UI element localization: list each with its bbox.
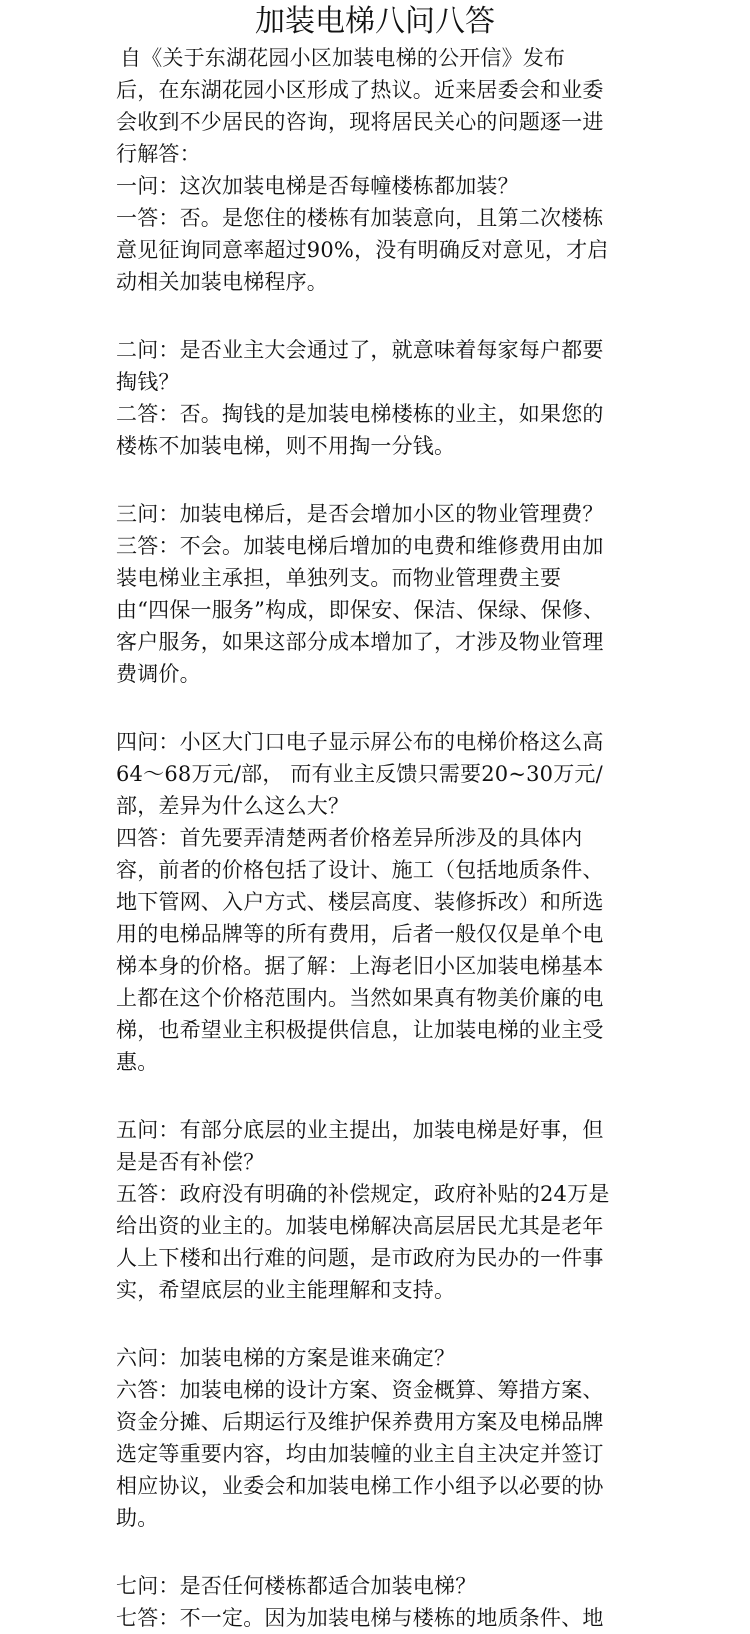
qa-section-2 bbox=[116, 334, 646, 462]
qa-section-3 bbox=[116, 498, 646, 690]
question-line: 七问：是否任何楼栋都适合加装电梯？ bbox=[116, 1574, 477, 1598]
question-line: 四问：小区大门口电子显示屏公布的电梯价格这么高 bbox=[116, 730, 604, 754]
answer-line: 动相关加装电梯程序。 bbox=[116, 270, 328, 294]
section-gap bbox=[116, 1078, 646, 1114]
question-line: 掏钱？ bbox=[116, 370, 180, 394]
question-line: 部，差异为什么这么大？ bbox=[116, 794, 350, 818]
section-gap bbox=[116, 1306, 646, 1342]
question-line: 64～68万元/部， 而有业主反馈只需要20~30万元/ bbox=[116, 762, 603, 786]
question-line: 五问：有部分底层的业主提出，加装电梯是好事，但 bbox=[116, 1118, 604, 1142]
answer-line: 意见征询同意率超过90%，没有明确反对意见，才启 bbox=[116, 238, 609, 262]
document-title: 加装电梯八问八答 bbox=[255, 4, 495, 39]
qa-section-5 bbox=[116, 1114, 646, 1306]
section-gap bbox=[116, 462, 646, 498]
answer-line: 四答：首先要弄清楚两者价格差异所涉及的具体内 bbox=[116, 826, 583, 850]
answer-line: 实，希望底层的业主能理解和支持。 bbox=[116, 1278, 456, 1302]
answer-line: 给出资的业主的。加装电梯解决高层居民尤其是老年 bbox=[116, 1214, 604, 1238]
answer-line: 客户服务，如果这部分成本增加了，才涉及物业管理 bbox=[116, 630, 604, 654]
answer-line: 二答：否。掏钱的是加装电梯楼栋的业主，如果您的 bbox=[116, 402, 604, 426]
question-line: 六问：加装电梯的方案是谁来确定？ bbox=[116, 1346, 456, 1370]
question-line: 三问：加装电梯后，是否会增加小区的物业管理费？ bbox=[116, 502, 604, 526]
answer-line: 地下管网、入户方式、楼层高度、装修拆改）和所选 bbox=[116, 890, 604, 914]
answer-line: 梯本身的价格。据了解：上海老旧小区加装电梯基本 bbox=[116, 954, 604, 978]
answer-line: 选定等重要内容，均由加装幢的业主自主决定并签订 bbox=[116, 1442, 604, 1466]
answer-line: 相应协议，业委会和加装电梯工作小组予以必要的协 bbox=[116, 1474, 604, 1498]
intro-line: 自《关于东湖花园小区加装电梯的公开信》发布 bbox=[120, 46, 566, 70]
answer-line: 助。 bbox=[116, 1506, 159, 1530]
intro-line: 行解答： bbox=[116, 142, 201, 166]
qa-section-6 bbox=[116, 1342, 646, 1534]
qa-section-4 bbox=[116, 726, 646, 1078]
answer-line: 上都在这个价格范围内。当然如果真有物美价廉的电 bbox=[116, 986, 604, 1010]
qa-section-1 bbox=[116, 170, 646, 298]
answer-line: 资金分摊、后期运行及维护保养费用方案及电梯品牌 bbox=[116, 1410, 604, 1434]
answer-line: 容，前者的价格包括了设计、施工（包括地质条件、 bbox=[116, 858, 604, 882]
answer-line: 一答：否。是您住的楼栋有加装意向，且第二次楼栋 bbox=[116, 206, 604, 230]
section-gap bbox=[116, 1534, 646, 1570]
answer-line: 人上下楼和出行难的问题，是市政府为民办的一件事 bbox=[116, 1246, 604, 1270]
question-line: 一问：这次加装电梯是否每幢楼栋都加装？ bbox=[116, 174, 519, 198]
answer-line: 梯，也希望业主积极提供信息，让加装电梯的业主受 bbox=[116, 1018, 604, 1042]
answer-line: 七答：不一定。因为加装电梯与楼栋的地质条件、地 bbox=[116, 1606, 604, 1630]
answer-line: 费调价。 bbox=[116, 662, 201, 686]
answer-line: 五答：政府没有明确的补偿规定，政府补贴的24万是 bbox=[116, 1182, 610, 1206]
question-line: 二问：是否业主大会通过了，就意味着每家每户都要 bbox=[116, 338, 604, 362]
intro-line: 会收到不少居民的咨询，现将居民关心的问题逐一进 bbox=[116, 110, 604, 134]
section-gap bbox=[116, 298, 646, 334]
intro-line: 后，在东湖花园小区形成了热议。近来居委会和业委 bbox=[116, 78, 604, 102]
section-gap bbox=[116, 690, 646, 726]
document-body bbox=[116, 42, 646, 1634]
answer-line: 三答：不会。加装电梯后增加的电费和维修费用由加 bbox=[116, 534, 604, 558]
qa-section-7 bbox=[116, 1570, 646, 1634]
answer-line: 六答：加装电梯的设计方案、资金概算、筹措方案、 bbox=[116, 1378, 604, 1402]
answer-line: 装电梯业主承担，单独列支。而物业管理费主要 bbox=[116, 566, 562, 590]
intro-paragraph bbox=[116, 42, 646, 170]
answer-line: 用的电梯品牌等的所有费用，后者一般仅仅是单个电 bbox=[116, 922, 604, 946]
answer-line: 楼栋不加装电梯，则不用掏一分钱。 bbox=[116, 434, 456, 458]
answer-line: 惠。 bbox=[116, 1050, 159, 1074]
question-line: 是是否有补偿？ bbox=[116, 1150, 265, 1174]
answer-line: 由“四保一服务”构成，即保安、保洁、保绿、保修、 bbox=[116, 598, 605, 622]
